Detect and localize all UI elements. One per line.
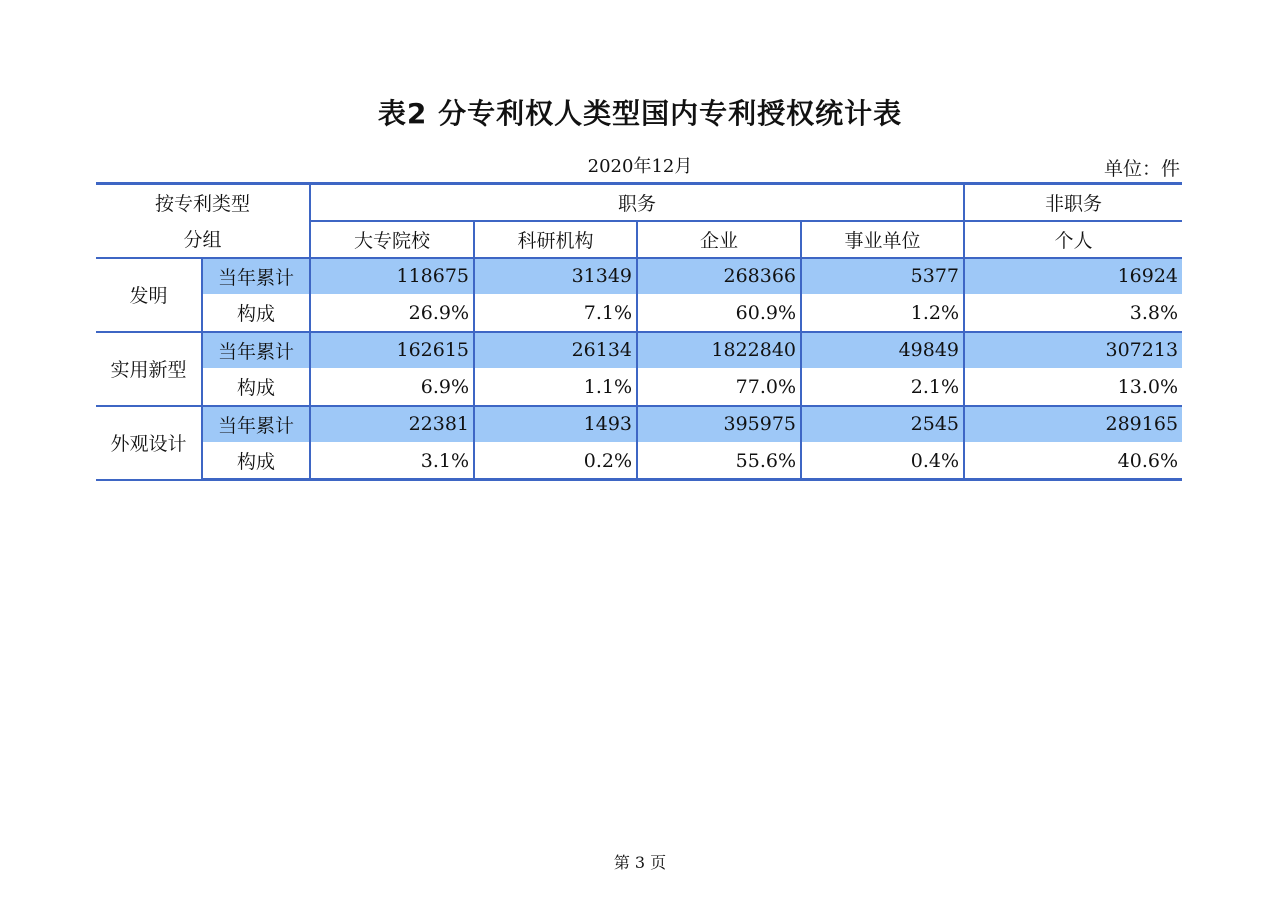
row-group-label: 外观设计 — [96, 406, 202, 480]
column-header: 个人 — [964, 221, 1182, 258]
column-header: 大专院校 — [310, 221, 474, 258]
table-cell: 60.9% — [637, 295, 801, 332]
table-row — [96, 258, 1182, 295]
table-cell: 307213 — [964, 332, 1182, 369]
table-cell: 77.0% — [637, 369, 801, 406]
table-cell: 268366 — [637, 258, 801, 295]
table-cell: 0.2% — [474, 443, 637, 480]
report-date: 2020年12月 — [587, 156, 693, 177]
table-cell: 0.4% — [801, 443, 964, 480]
table-cell: 16924 — [964, 258, 1182, 295]
group-header-line2: 分组 — [96, 221, 310, 258]
row-sub-label: 构成 — [202, 369, 310, 406]
page-number: 第 3 页 — [613, 853, 667, 872]
table-cell: 26.9% — [310, 295, 474, 332]
zhiwu-header: 职务 — [310, 184, 964, 221]
table-row — [96, 369, 1182, 406]
column-header: 科研机构 — [474, 221, 637, 258]
table-cell: 22381 — [310, 406, 474, 443]
feizhiwu-header: 非职务 — [964, 184, 1182, 221]
table-cell: 26134 — [474, 332, 637, 369]
row-sub-label: 构成 — [202, 443, 310, 480]
column-header: 企业 — [637, 221, 801, 258]
table-cell: 162615 — [310, 332, 474, 369]
table-cell: 40.6% — [964, 443, 1182, 480]
group-header-line1: 按专利类型 — [96, 184, 310, 221]
patent-stats-table — [96, 182, 1182, 481]
row-group-label: 发明 — [96, 258, 202, 332]
table-cell: 3.8% — [964, 295, 1182, 332]
unit-label: 单位：件 — [1103, 158, 1180, 180]
row-sub-label: 构成 — [202, 295, 310, 332]
table-cell: 2.1% — [801, 369, 964, 406]
table-cell: 1493 — [474, 406, 637, 443]
table-cell: 5377 — [801, 258, 964, 295]
table-cell: 2545 — [801, 406, 964, 443]
table-cell: 3.1% — [310, 443, 474, 480]
row-sub-label: 当年累计 — [202, 406, 310, 443]
table-cell: 118675 — [310, 258, 474, 295]
table-row — [96, 332, 1182, 369]
table-cell: 1.1% — [474, 369, 637, 406]
column-header: 事业单位 — [801, 221, 964, 258]
table-cell: 49849 — [801, 332, 964, 369]
table-row — [96, 295, 1182, 332]
table-cell: 7.1% — [474, 295, 637, 332]
row-group-label: 实用新型 — [96, 332, 202, 406]
table-cell: 1.2% — [801, 295, 964, 332]
table-cell: 31349 — [474, 258, 637, 295]
row-sub-label: 当年累计 — [202, 258, 310, 295]
table-cell: 6.9% — [310, 369, 474, 406]
page-title: 表2 分专利权人类型国内专利授权统计表 — [377, 97, 903, 130]
table-row — [96, 443, 1182, 480]
table-row — [96, 406, 1182, 443]
table-cell: 289165 — [964, 406, 1182, 443]
table-cell: 13.0% — [964, 369, 1182, 406]
row-sub-label: 当年累计 — [202, 332, 310, 369]
table-cell: 395975 — [637, 406, 801, 443]
table-cell: 55.6% — [637, 443, 801, 480]
table-cell: 1822840 — [637, 332, 801, 369]
